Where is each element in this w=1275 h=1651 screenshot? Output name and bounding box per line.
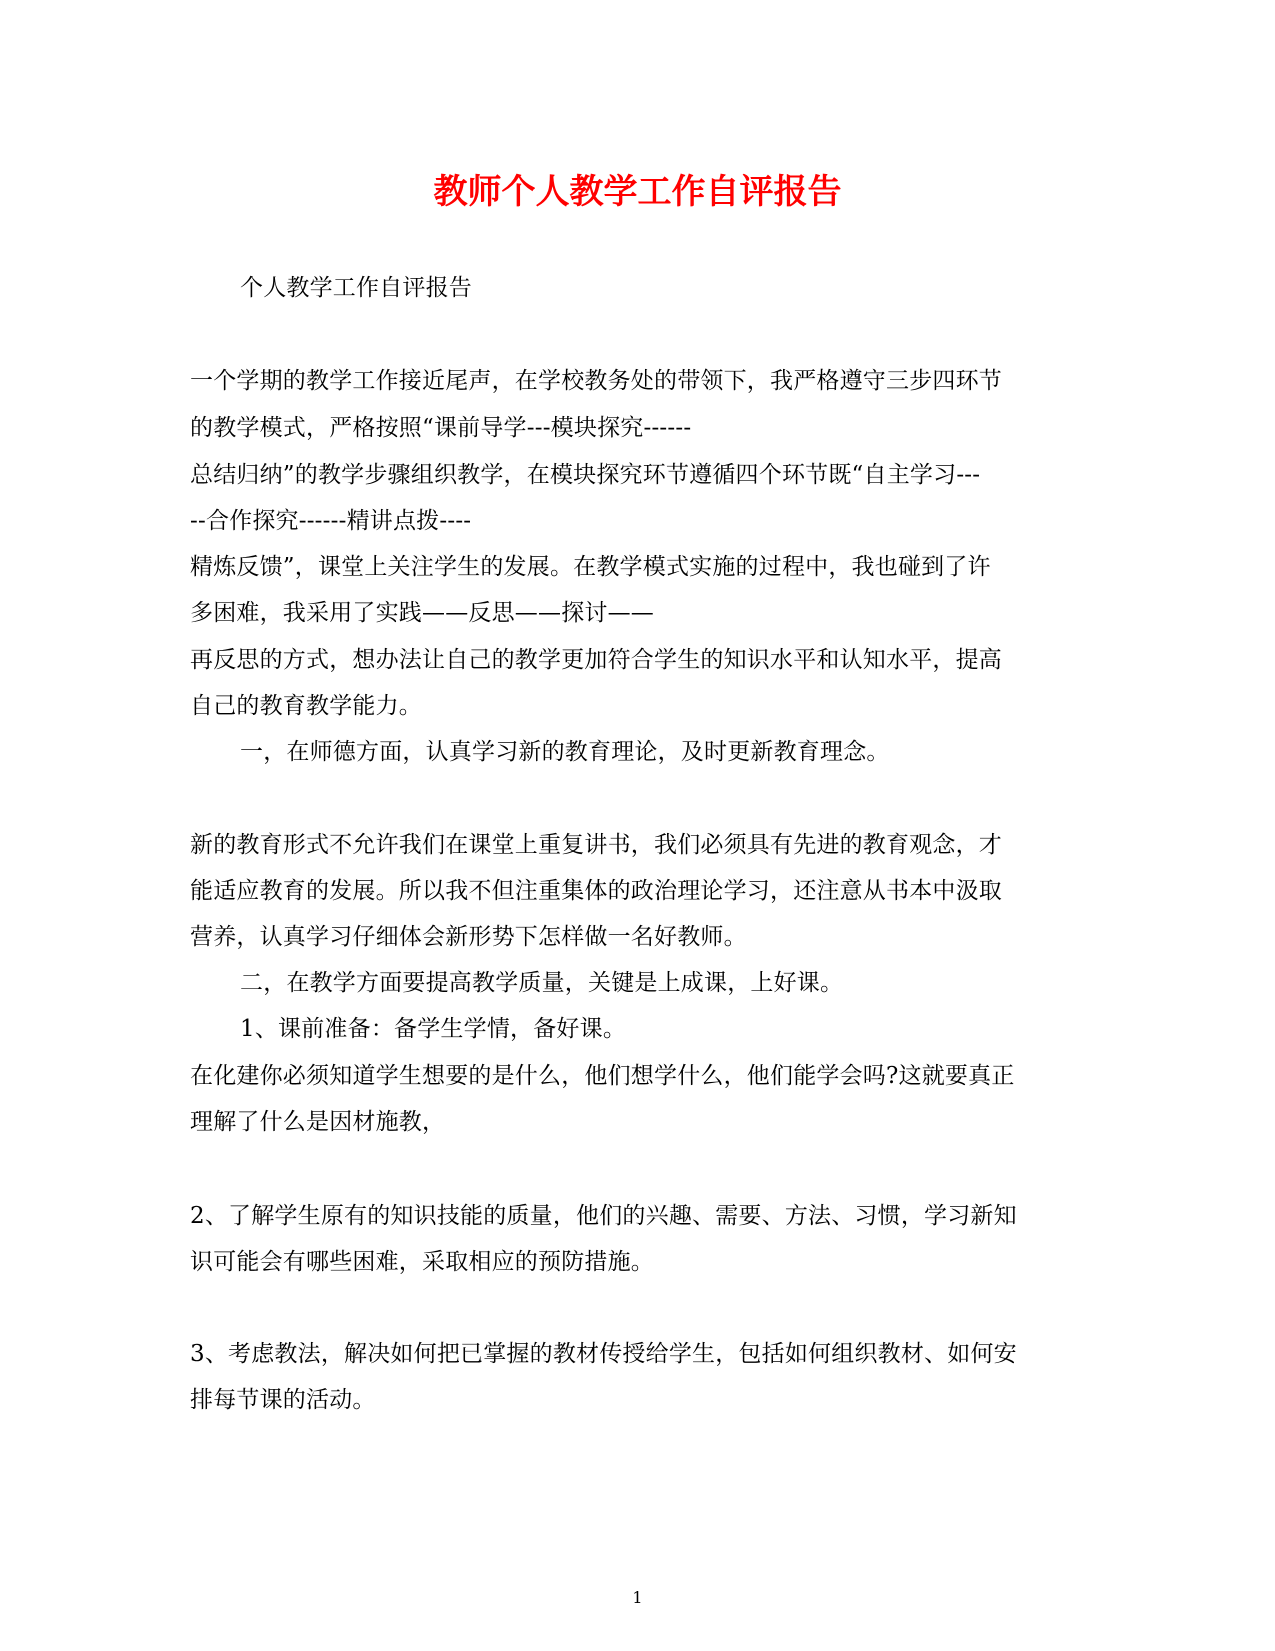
list-item: 1、课前准备：备学生学情，备好课。 [240, 1016, 627, 1042]
paragraph-line: 自己的教育教学能力。 [190, 693, 422, 719]
paragraph-line: 总结归纳”的教学步骤组织教学，在模块探究环节遵循四个环节既“自主学习--- [190, 462, 981, 488]
paragraph-line: --合作探究------精讲点拨---- [190, 508, 472, 534]
paragraph-line: 能适应教育的发展。所以我不但注重集体的政治理论学习，还注意从书本中汲取 [190, 878, 1002, 904]
paragraph-line: 营养，认真学习仔细体会新形势下怎样做一名好教师。 [190, 924, 747, 950]
page-number: 1 [632, 1588, 643, 1607]
section-heading: 一，在师德方面，认真学习新的教育理论，及时更新教育理念。 [240, 739, 890, 765]
paragraph-line: 精炼反馈”，课堂上关注学生的发展。在教学模式实施的过程中，我也碰到了许 [190, 554, 991, 580]
paragraph-line: 识可能会有哪些困难，采取相应的预防措施。 [190, 1249, 654, 1275]
paragraph-line: 排每节课的活动。 [190, 1387, 376, 1413]
document-subtitle: 个人教学工作自评报告 [240, 275, 472, 301]
list-item: 3、考虑教法，解决如何把已掌握的教材传授给学生，包括如何组织教材、如何安 [190, 1341, 1017, 1367]
paragraph-line: 新的教育形式不允许我们在课堂上重复讲书，我们必须具有先进的教育观念，才 [190, 832, 1002, 858]
paragraph-line: 一个学期的教学工作接近尾声，在学校教务处的带领下，我严格遵守三步四环节 [190, 368, 1002, 394]
paragraph-line: 理解了什么是因材施教， [190, 1109, 446, 1135]
paragraph-line: 的教学模式，严格按照“课前导学---模块探究------ [190, 415, 692, 441]
paragraph-line: 再反思的方式，想办法让自己的教学更加符合学生的知识水平和认知水平，提高 [190, 647, 1002, 673]
document-title: 教师个人教学工作自评报告 [433, 172, 842, 212]
section-heading: 二，在教学方面要提高教学质量，关键是上成课，上好课。 [240, 970, 844, 996]
list-item: 2、了解学生原有的知识技能的质量，他们的兴趣、需要、方法、习惯，学习新知 [190, 1203, 1017, 1229]
paragraph-line: 在化建你必须知道学生想要的是什么，他们想学什么，他们能学会吗?这就要真正 [190, 1063, 1015, 1089]
paragraph-line: 多困难，我采用了实践——反思——探讨—— [190, 600, 654, 626]
